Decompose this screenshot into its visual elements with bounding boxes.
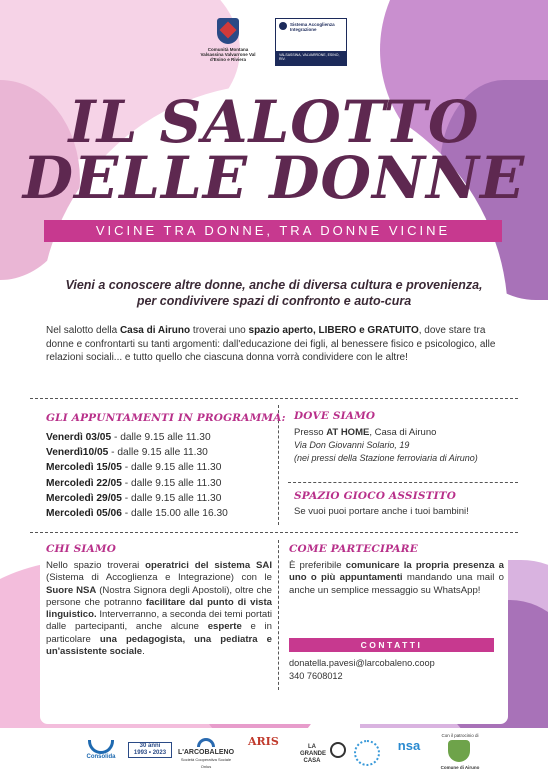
about-bold: facilitare dal punto di vista linguistico. [46, 596, 272, 621]
desc-bold: spazio aperto, LIBERO e GRATUITO [248, 325, 419, 336]
contact-phone[interactable]: 340 7608012 [289, 671, 343, 681]
divider [278, 540, 279, 690]
anniversary-logo [128, 742, 172, 758]
desc-text: troverai uno [190, 325, 249, 336]
desc-text: , dove stare tra donne e confrontarti su tanti argomenti: dall'educazione dei figli, al benessere fisico e psicologico, alle relazioni sociali... e tutto quello che ciascuna donna vorrà condividere con le altre! [46, 325, 496, 363]
appt-time: - dalle 9.15 alle 11.30 [111, 432, 211, 443]
list-item [46, 476, 266, 491]
title-line-1: IL SALOTTO [68, 88, 480, 156]
location-bold: AT HOME [326, 427, 370, 438]
sai-bar-text: VALSASSINA, VALVARRONE, ESINO, RIV. [276, 51, 346, 65]
about-bold: esperte [207, 621, 242, 633]
nsa-logo: nsa [397, 738, 421, 753]
about-heading: CHI SIAMO [46, 543, 117, 555]
consolida-arc-icon [88, 740, 114, 754]
list-item [46, 506, 266, 521]
intro-line-2: per condivivere spazi di confronto e auto-cura [136, 294, 412, 308]
patronage-label: Con il patrocinio di [441, 733, 479, 738]
divider [288, 482, 518, 483]
about-bold: Suore NSA [46, 584, 97, 596]
divider [30, 398, 518, 399]
about-text: Interverranno, a seconda dei temi portati dalle partecipanti, anche alcune [46, 609, 272, 633]
about-paragraph [46, 560, 272, 658]
arcobaleno-logo [176, 738, 236, 770]
about-text: e in particolare [46, 621, 272, 645]
arcobaleno-sub: Società Cooperativa Sociale Onlus [180, 757, 232, 769]
about-bold: una pedagogista, una pediatra e un'assistente sociale [46, 633, 272, 658]
list-item [46, 491, 266, 506]
about-text: . [142, 646, 145, 658]
list-item [46, 460, 266, 475]
about-text: (Sistema di Accoglienza e Integrazione) con le [46, 572, 272, 584]
appt-time: - dalle 9.15 alle 11.30 [121, 492, 222, 504]
appt-day: Mercoledì 05/06 [46, 508, 122, 520]
appointments-list [46, 430, 266, 521]
comune-crest-icon [448, 740, 470, 762]
comune-label: Comune di Airuno [440, 765, 480, 770]
about-text: Nello spazio troverai [46, 560, 146, 571]
appt-day: Venerdì 03/05 [46, 432, 112, 443]
title-line-2: DELLE DONNE [22, 144, 526, 212]
location-address: Via Don Giovanni Solario, 19 [294, 440, 410, 450]
rainbow-icon [197, 738, 215, 747]
arcobaleno-label: L'ARCOBALENO [177, 749, 235, 756]
sai-title: Sistema Accoglienza Integrazione [290, 22, 335, 32]
tagline-banner: VICINE TRA DONNE, TRA DONNE VICINE [44, 220, 502, 242]
playspace-text: Se vuoi puoi portare anche i tuoi bambini! [294, 506, 469, 517]
appt-day: Mercoledì 29/05 [46, 492, 122, 504]
grande-casa-icon [330, 742, 346, 758]
location-line [294, 426, 514, 439]
location-info [294, 426, 514, 465]
appointments-heading: GLI APPUNTAMENTI IN PROGRAMMA: [46, 412, 286, 424]
location-text: Presso [294, 427, 327, 438]
list-item [46, 445, 266, 460]
anniversary-range: 1993 • 2023 [133, 750, 167, 756]
ring-logo-icon [354, 740, 380, 766]
anniversary-years: 30 anni [139, 743, 161, 749]
consolida-label: Consolida [86, 754, 116, 760]
appt-day: Venerdì10/05 [46, 447, 109, 459]
participate-text: mandando una mail o anche un semplice messaggio su WhatsApp! [289, 572, 505, 596]
aris-logo: ARIS [248, 735, 279, 748]
intro-text [30, 277, 518, 309]
appt-time: - dalle 15.00 alle 16.30 [121, 508, 228, 520]
location-text: , Casa di Airuno [369, 427, 437, 438]
comunita-montana-logo [196, 18, 260, 62]
footer-logos [0, 728, 548, 776]
la-grande-casa-logo: LA GRANDE CASA [300, 744, 327, 764]
playspace-heading: SPAZIO GIOCO ASSISTITO [294, 490, 457, 502]
consolida-logo [82, 740, 120, 761]
description-paragraph [46, 324, 504, 365]
shield-icon [217, 18, 239, 44]
about-text: (Nostra Signora degli Apostoli), oltre che persone che potranno [46, 584, 272, 608]
participate-bold: comunicare la propria presenza a uno o più appuntamenti [289, 560, 505, 584]
appt-time: - dalle 9.15 alle 11.30 [121, 477, 222, 489]
location-note: (nei pressi della Stazione ferroviaria di Airuno) [294, 453, 478, 463]
participate-heading: COME PARTECIPARE [289, 543, 418, 555]
divider [30, 532, 518, 533]
participate-paragraph [289, 560, 504, 597]
appt-time: - dalle 9.15 alle 11.30 [108, 447, 208, 459]
desc-text: Nel salotto della [46, 325, 120, 336]
sai-dot-icon [279, 22, 287, 30]
contacts-banner: CONTATTI [289, 638, 494, 652]
location-heading: DOVE SIAMO [294, 410, 376, 422]
intro-line-1: Vieni a conoscere altre donne, anche di diversa cultura e provenienza, [65, 278, 483, 292]
appt-time: - dalle 9.15 alle 11.30 [121, 462, 222, 474]
comunita-montana-text: Comunità Montana Valsassina Valvarrone Val d'Esino e Riviera [200, 47, 256, 62]
list-item [46, 430, 266, 445]
about-bold: operatrici del sistema SAI [145, 560, 272, 571]
contact-email[interactable]: donatella.pavesi@larcobaleno.coop [289, 658, 435, 668]
participate-text: È preferibile [289, 560, 346, 571]
desc-bold: Casa di Airuno [119, 325, 191, 336]
appt-day: Mercoledì 22/05 [46, 477, 122, 489]
appt-day: Mercoledì 15/05 [46, 462, 122, 474]
sai-logo [275, 18, 347, 66]
